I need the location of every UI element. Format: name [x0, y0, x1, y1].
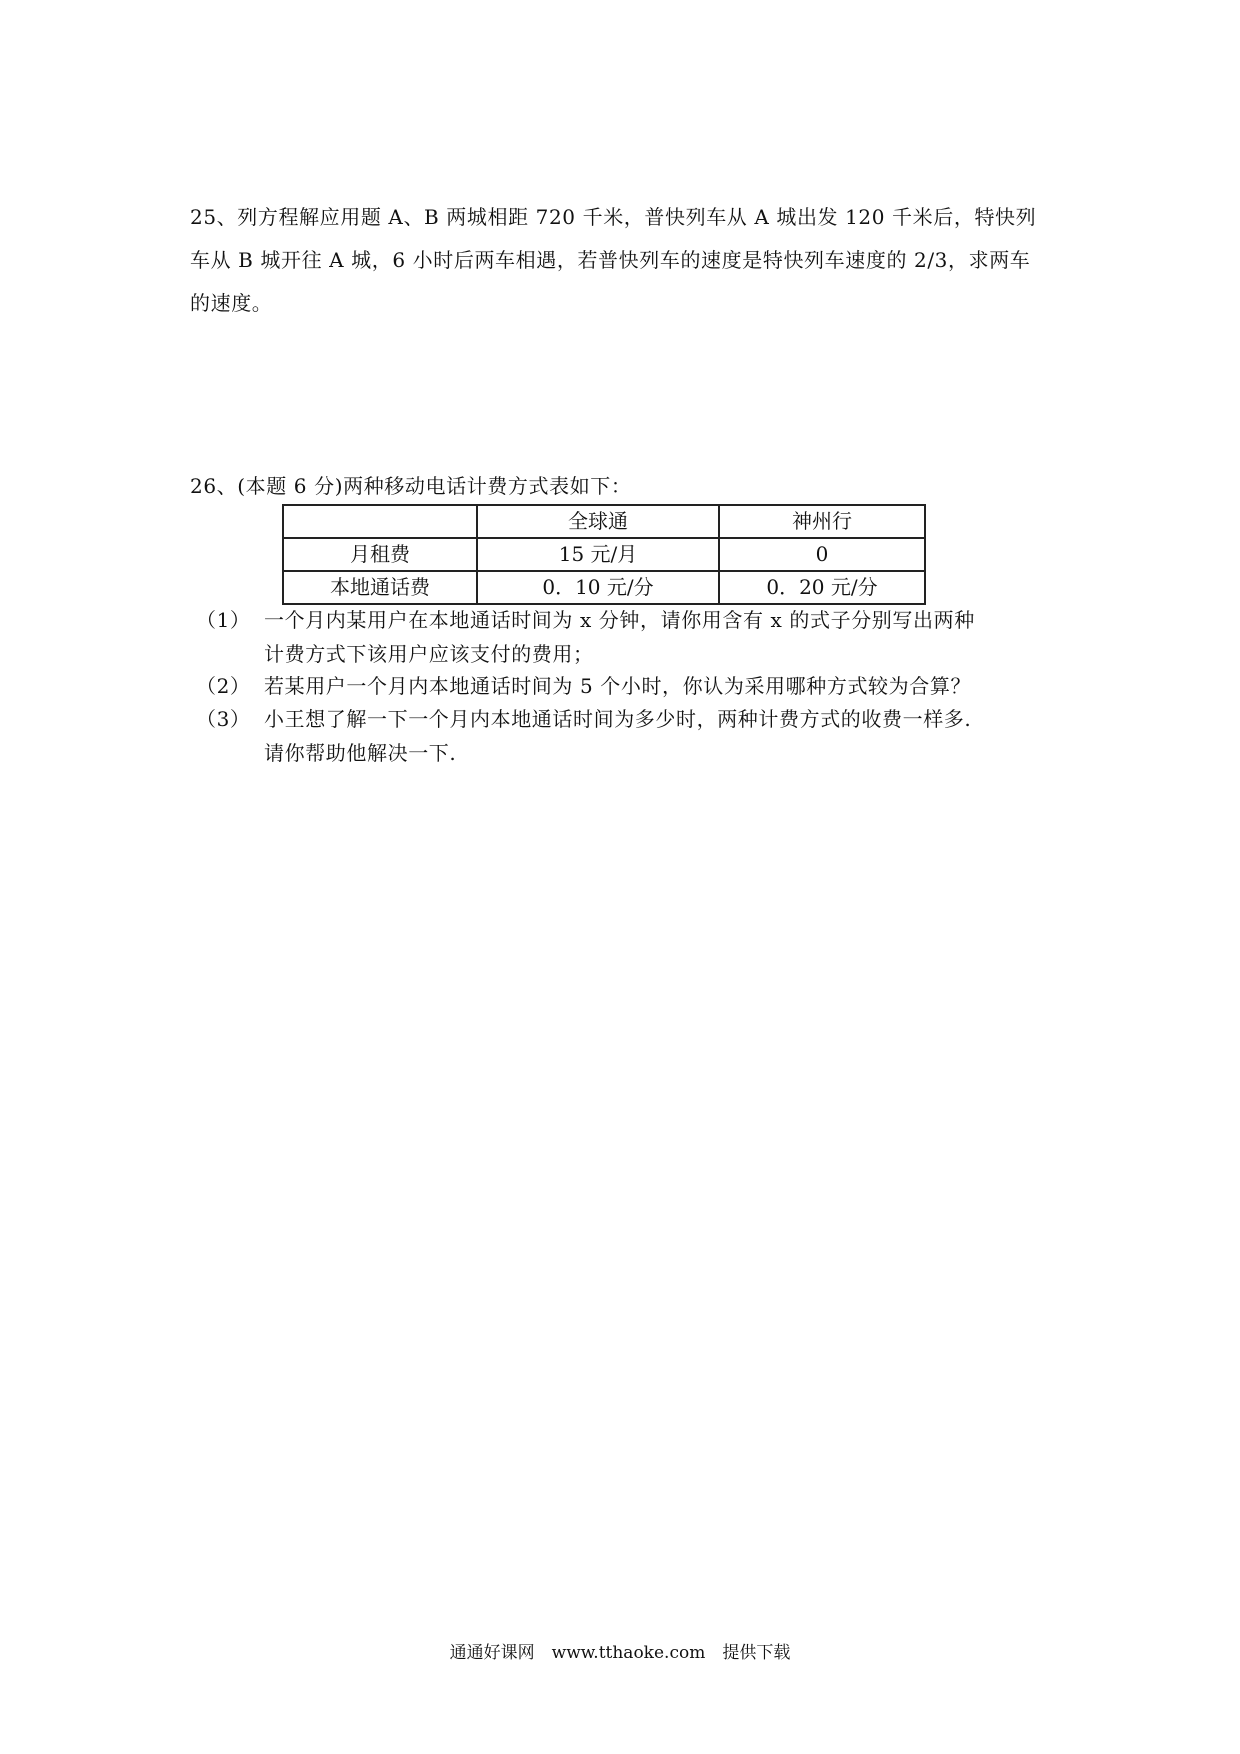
table-header-cell — [283, 505, 477, 538]
question-25-line: 25、列方程解应用题 A、B 两城相距 720 千米，普快列车从 A 城出发 120 千米后，特快列 — [190, 205, 1037, 229]
table-header-cell: 神州行 — [719, 505, 925, 538]
question-25-line: 车从 B 城开往 A 城，6 小时后两车相遇，若普快列车的速度是特快列车速度的 2/3，求两车 — [190, 248, 1031, 272]
sub-question-number: （1） — [196, 608, 251, 632]
table-row — [283, 538, 925, 571]
sub-question-line: 计费方式下该用户应该支付的费用； — [264, 642, 594, 666]
table-cell: 0．20 元/分 — [719, 571, 925, 604]
table-cell: 本地通话费 — [283, 571, 477, 604]
sub-question-number: （2） — [196, 674, 251, 698]
sub-question-line: 一个月内某用户在本地通话时间为 x 分钟，请你用含有 x 的式子分别写出两种 — [264, 608, 975, 632]
question-25-line: 的速度。 — [190, 291, 273, 315]
table-cell: 0 — [719, 538, 925, 571]
sub-question-text — [264, 603, 1064, 671]
sub-question-line: 若某用户一个月内本地通话时间为 5 个小时，你认为采用哪种方式较为合算？ — [264, 674, 972, 698]
page-footer: 通通好课网 www.tthaoke.com 提供下载 — [449, 1643, 791, 1663]
sub-question-number: （3） — [196, 707, 251, 731]
question-26-heading: 26、(本题 6 分)两种移动电话计费方式表如下： — [190, 474, 632, 498]
sub-question-text — [264, 669, 1064, 703]
table-cell: 月租费 — [283, 538, 477, 571]
question-25 — [190, 196, 1060, 325]
table-cell: 0．10 元/分 — [477, 571, 719, 604]
sub-question-text — [264, 702, 1064, 770]
table-row — [283, 571, 925, 604]
table-header-cell: 全球通 — [477, 505, 719, 538]
billing-comparison-table — [282, 504, 926, 605]
table-header-row — [283, 505, 925, 538]
sub-question-line: 小王想了解一下一个月内本地通话时间为多少时，两种计费方式的收费一样多. — [264, 707, 972, 731]
sub-question-line: 请你帮助他解决一下. — [264, 741, 457, 765]
table-cell: 15 元/月 — [477, 538, 719, 571]
